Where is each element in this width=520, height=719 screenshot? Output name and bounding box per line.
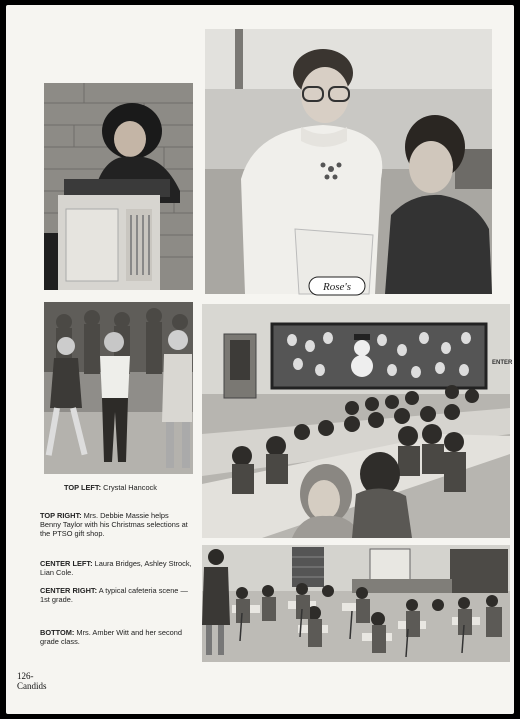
caption-center-left-label: CENTER LEFT: <box>40 559 93 568</box>
photo-center-right-image <box>202 304 513 538</box>
photo-bottom-image <box>202 545 510 662</box>
caption-center-right-text: A typical cafeteria scene — 1st grade. <box>40 586 188 604</box>
caption-bottom-label: BOTTOM: <box>40 628 75 637</box>
photo-top-left-image <box>44 83 193 290</box>
caption-top-left <box>64 483 204 492</box>
caption-center-right-label: CENTER RIGHT: <box>40 586 98 595</box>
photo-center-left <box>44 302 193 474</box>
section-name: Candids <box>17 681 47 691</box>
photo-top-right-image <box>205 29 492 294</box>
photo-top-left <box>44 83 193 290</box>
caption-center-left-text: Laura Bridges, Ashley Strock, Lian Cole. <box>40 559 192 577</box>
caption-top-left-label: TOP LEFT: <box>64 483 102 492</box>
photo-top-right <box>205 29 492 294</box>
caption-top-right-text: Mrs. Debbie Massie helps Benny Taylor with his Christmas selections at the PTSO gift shop. <box>40 511 188 538</box>
caption-top-left-text: Crystal Hancock <box>101 483 157 492</box>
caption-center-left <box>40 559 192 577</box>
photo-center-left-image <box>44 302 193 474</box>
photo-bottom <box>202 545 510 662</box>
photo-center-right <box>202 304 513 538</box>
yearbook-page <box>6 5 514 714</box>
caption-top-right-label: TOP RIGHT: <box>40 511 82 520</box>
caption-bottom-text: Mrs. Amber Witt and her second grade class. <box>40 628 182 646</box>
caption-center-right <box>40 586 192 604</box>
bag-label: Rose's <box>322 281 352 293</box>
caption-bottom <box>40 628 192 646</box>
enter-sign: ENTER <box>492 360 513 366</box>
caption-top-right <box>40 511 190 538</box>
page-number: 126- <box>17 671 34 681</box>
